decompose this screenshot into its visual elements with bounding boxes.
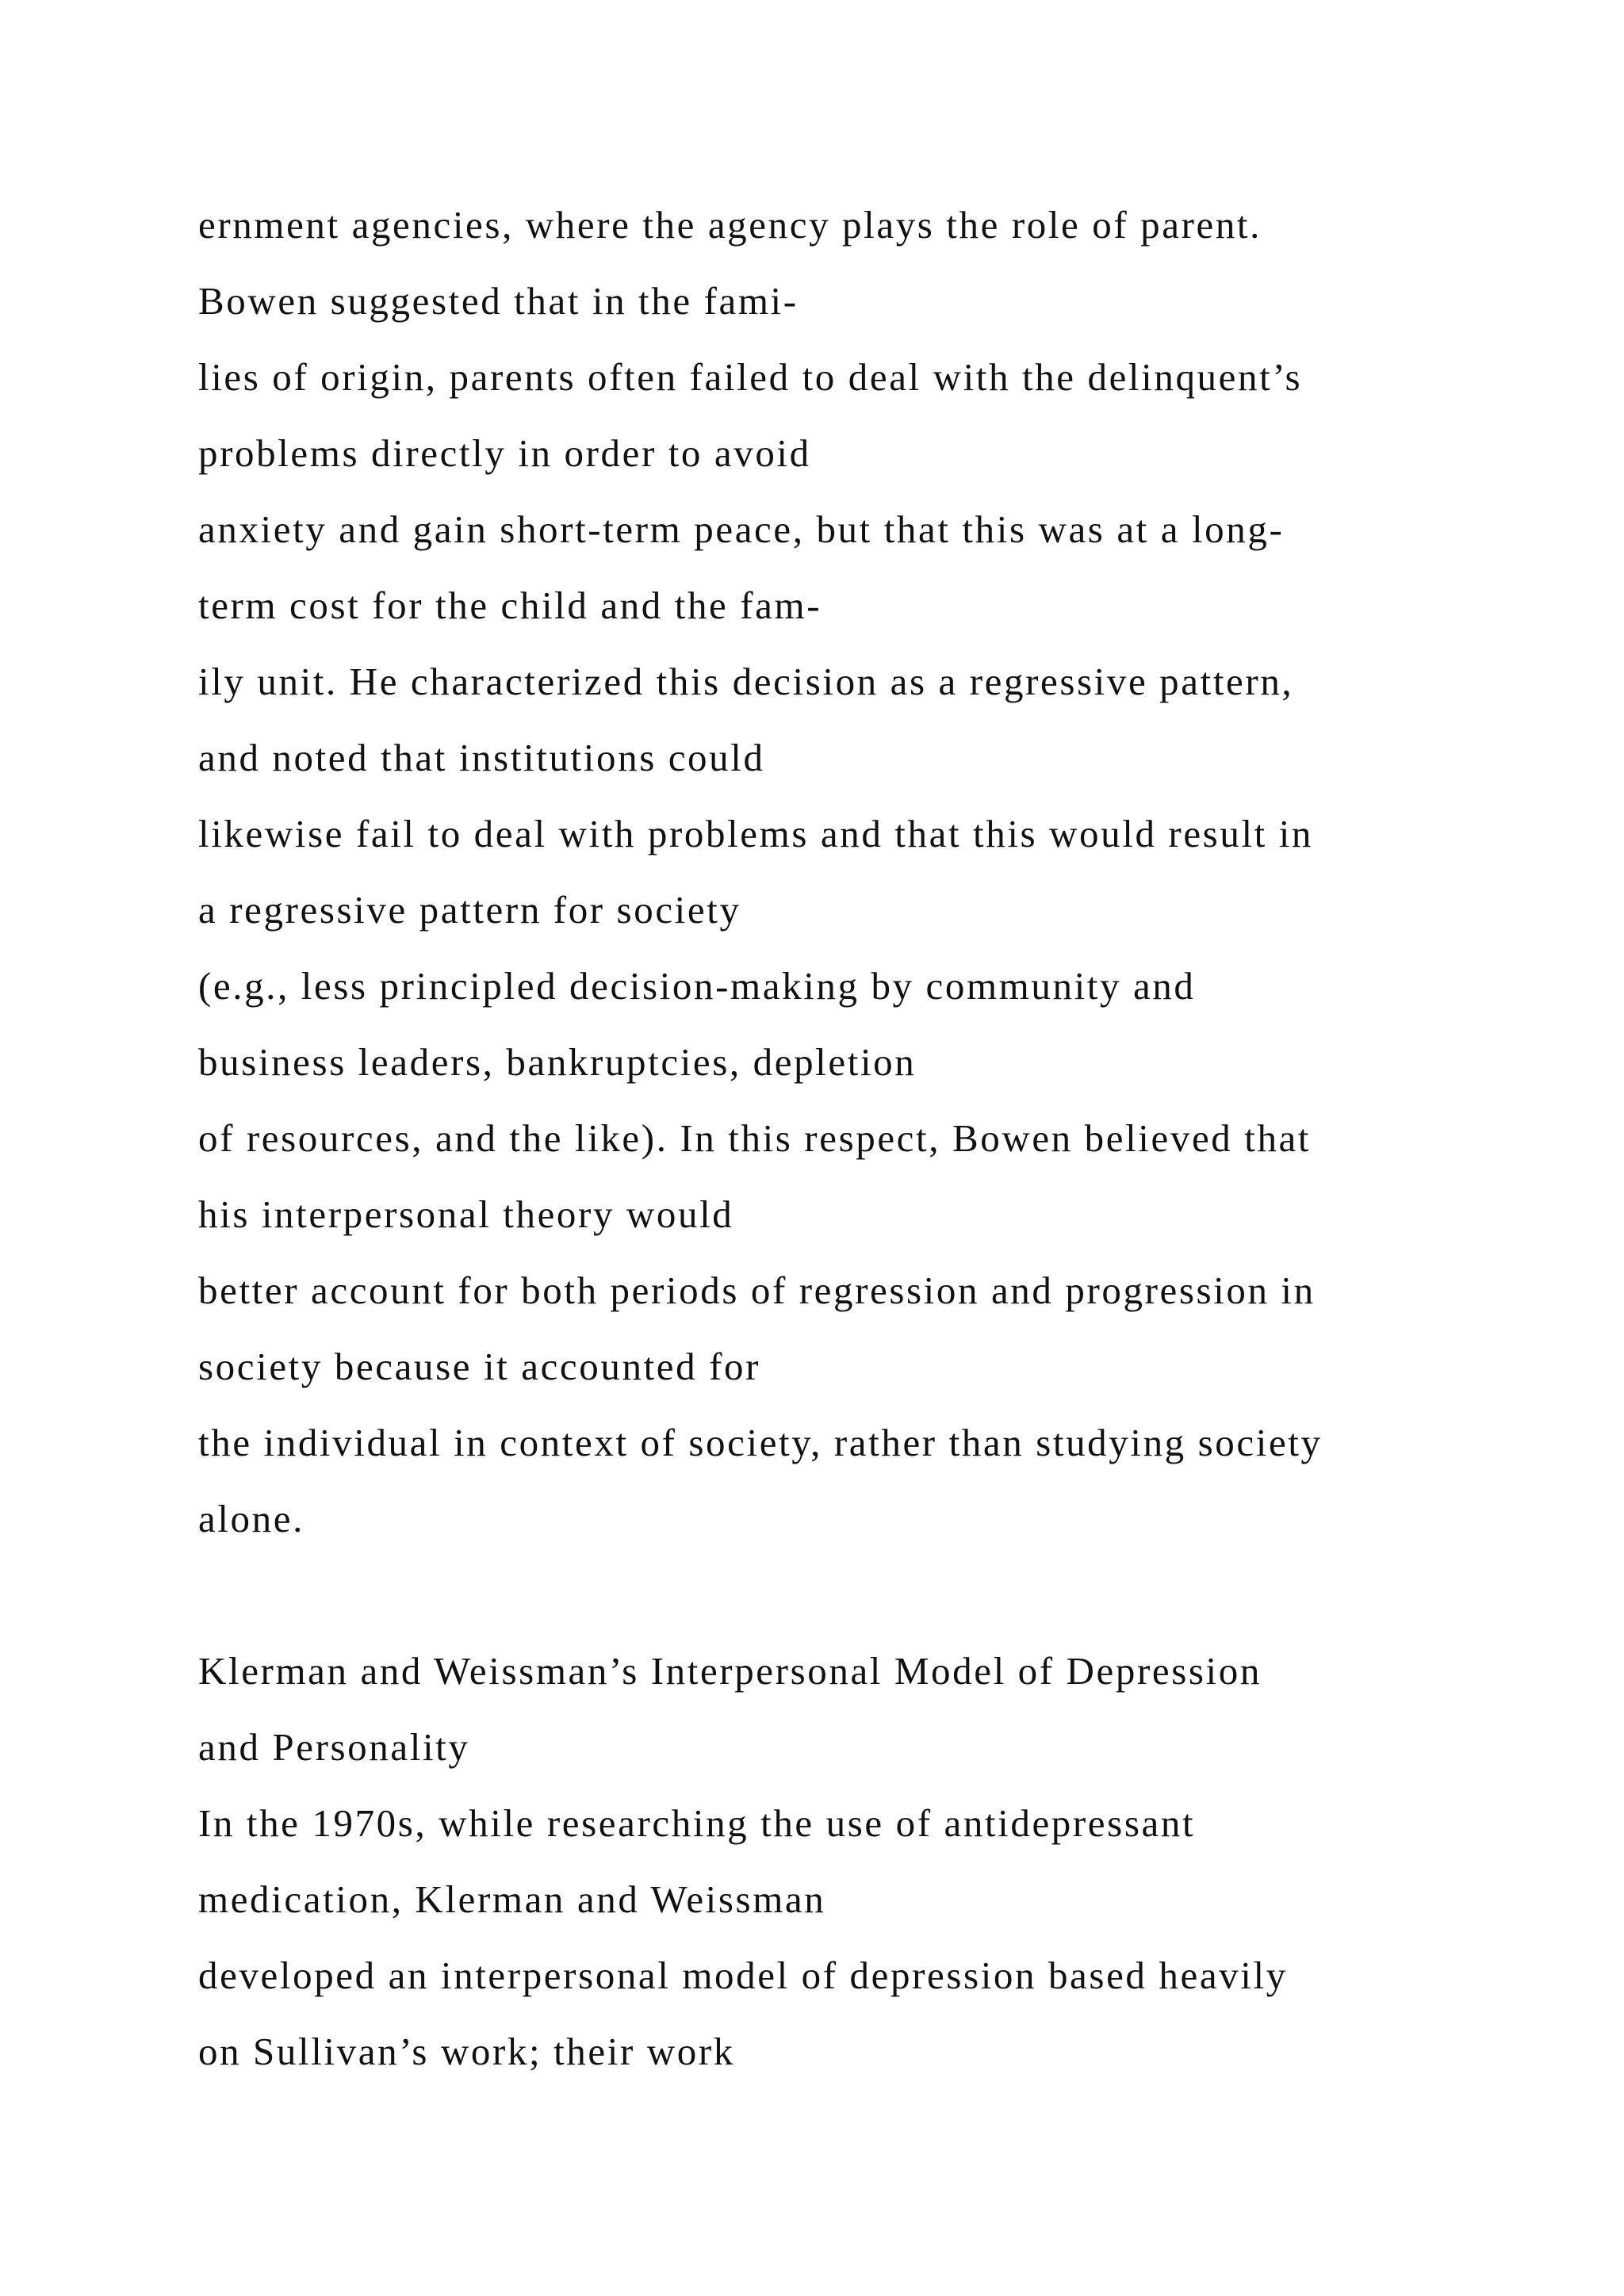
text-line: a regressive pattern for society [198, 888, 741, 932]
heading-line: and Personality [198, 1725, 470, 1769]
text-line: ily unit. He characterized this decision as a regressive pattern, [198, 660, 1294, 703]
text-line: society because it accounted for [198, 1345, 761, 1388]
paragraph-klerman-weissman [198, 1785, 1546, 2090]
text-line: and noted that institutions could [198, 736, 765, 779]
text-line: better account for both periods of regression and progression in [198, 1269, 1316, 1312]
paragraph-bowen [198, 187, 1546, 1557]
text-line: likewise fail to deal with problems and that this would result in [198, 812, 1314, 855]
text-line: problems directly in order to avoid [198, 431, 811, 475]
paragraph-spacer [198, 1557, 1546, 1633]
text-line: term cost for the child and the fam- [198, 584, 822, 627]
text-line: on Sullivan’s work; their work [198, 2030, 735, 2073]
text-line: of resources, and the like). In this respect, Bowen believed that [198, 1116, 1312, 1160]
text-line: anxiety and gain short-term peace, but that this was at a long- [198, 507, 1285, 551]
text-line: medication, Klerman and Weissman [198, 1877, 826, 1921]
text-line: alone. [198, 1497, 304, 1540]
text-line: ernment agencies, where the agency plays the role of parent. [198, 203, 1262, 247]
heading-line: Klerman and Weissman’s Interpersonal Model of Depression [198, 1649, 1262, 1693]
text-line: Bowen suggested that in the fami- [198, 279, 799, 323]
document-body [198, 187, 1546, 2090]
text-line: the individual in context of society, rather than studying society [198, 1421, 1323, 1464]
text-line: business leaders, bankruptcies, depletion [198, 1040, 917, 1084]
section-heading [198, 1633, 1546, 1785]
text-line: lies of origin, parents often failed to deal with the delinquent’s [198, 355, 1303, 399]
text-line: developed an interpersonal model of depression based heavily [198, 1954, 1288, 1997]
text-line: (e.g., less principled decision-making by community and [198, 964, 1196, 1008]
text-line: In the 1970s, while researching the use of antidepressant [198, 1801, 1196, 1845]
text-line: his interpersonal theory would [198, 1192, 734, 1236]
